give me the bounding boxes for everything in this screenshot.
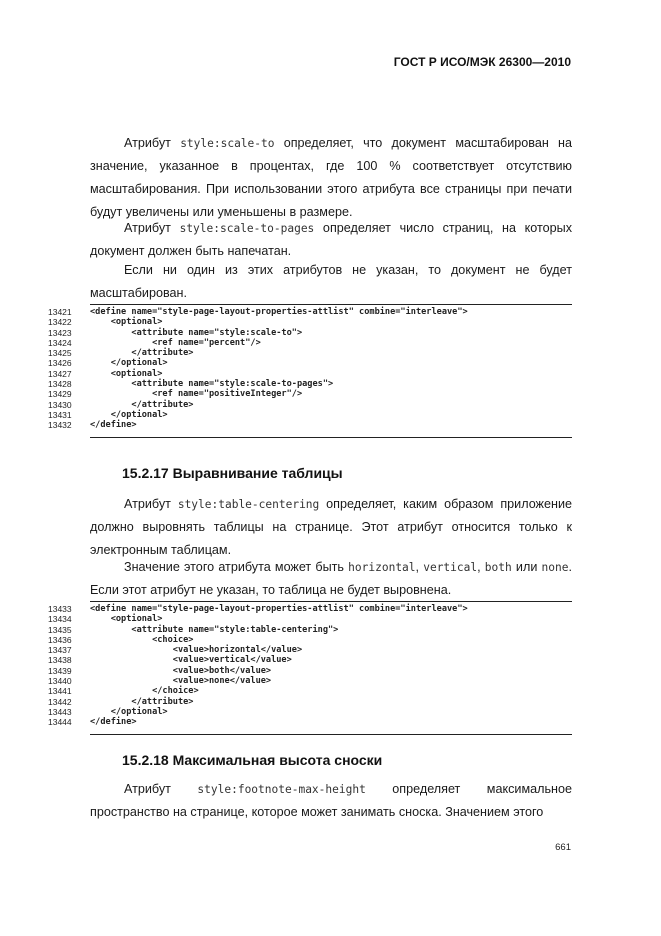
line-number: 13436 <box>48 634 72 645</box>
code-line: <ref name="positiveInteger"/> <box>90 389 303 400</box>
code-lines <box>90 604 572 728</box>
line-number: 13437 <box>48 645 72 656</box>
line-number: 13424 <box>48 337 72 348</box>
code-lines <box>90 307 572 431</box>
code-line: <optional> <box>90 317 163 328</box>
code-listing-1 <box>48 304 572 438</box>
inline-code: style:scale-to-pages <box>179 222 315 235</box>
line-number: 13425 <box>48 348 72 359</box>
line-number: 13434 <box>48 614 72 625</box>
code-line: <optional> <box>90 368 163 379</box>
code-line: <attribute name="style:scale-to-pages"> <box>90 379 334 390</box>
code-line: </choice> <box>90 686 199 697</box>
code-line: <define name="style-page-layout-properties-attlist" combine="interleave"> <box>90 307 468 317</box>
line-number: 13429 <box>48 389 72 400</box>
line-number: 13426 <box>48 358 72 369</box>
code-line: </attribute> <box>90 399 194 410</box>
document-header: ГОСТ Р ИСО/МЭК 26300—2010 <box>393 55 571 69</box>
paragraph-scale-to-pages: Атрибут style:scale-to-pages определяет число страниц, на которых документ должен быть напечатан. <box>90 221 572 258</box>
line-number: 13421 <box>48 307 72 317</box>
line-number: 13443 <box>48 706 72 717</box>
code-line: </define> <box>90 717 137 728</box>
line-number: 13423 <box>48 327 72 338</box>
line-numbers <box>48 307 88 431</box>
code-line: </define> <box>90 420 137 431</box>
paragraph-table-centering-values: Значение этого атрибута может быть horizontal, vertical, both или none. Если этот атрибут не указан, то таблица не будет выровнена. <box>90 560 572 597</box>
paragraph-no-attributes: Если ни один из этих атрибутов не указан, то документ не будет масштабирован. <box>90 263 572 300</box>
code-line: <optional> <box>90 614 163 625</box>
line-number: 13444 <box>48 717 72 728</box>
code-line: </optional> <box>90 358 168 369</box>
code-line: </optional> <box>90 706 168 717</box>
code-line: <define name="style-page-layout-properties-attlist" combine="interleave"> <box>90 604 468 614</box>
line-number: 13428 <box>48 379 72 390</box>
line-number: 13438 <box>48 655 72 666</box>
code-line: </optional> <box>90 409 168 420</box>
code-line: </attribute> <box>90 348 194 359</box>
code-line: <attribute name="style:table-centering"> <box>90 624 339 635</box>
code-line: <value>vertical</value> <box>90 655 292 666</box>
code-line: <value>none</value> <box>90 676 272 687</box>
page-number: 661 <box>555 842 571 853</box>
code-line: <attribute name="style:scale-to"> <box>90 327 303 338</box>
section-heading-15-2-18: 15.2.18 Максимальная высота сноски <box>122 752 383 768</box>
line-numbers <box>48 604 88 728</box>
inline-code: style:table-centering <box>177 498 320 511</box>
line-number: 13440 <box>48 676 72 687</box>
code-line: <choice> <box>90 634 194 645</box>
code-listing-2 <box>48 601 572 735</box>
paragraph-table-centering: Атрибут style:table-centering определяет, каким образом приложение должно выровнять таблицы на странице. Этот атрибут относится только к электронным таблицам. <box>90 497 572 557</box>
line-number: 13441 <box>48 686 72 697</box>
line-number: 13422 <box>48 317 72 328</box>
line-number: 13442 <box>48 696 72 707</box>
code-line: <ref name="percent"/> <box>90 337 261 348</box>
code-line: <value>both</value> <box>90 665 272 676</box>
line-number: 13432 <box>48 420 72 431</box>
line-number: 13433 <box>48 604 72 614</box>
line-number: 13435 <box>48 624 72 635</box>
line-number: 13430 <box>48 399 72 410</box>
line-number: 13439 <box>48 665 72 676</box>
section-heading-15-2-17: 15.2.17 Выравнивание таблицы <box>122 465 343 481</box>
code-line: </attribute> <box>90 696 194 707</box>
inline-code: style:footnote-max-height <box>197 783 366 796</box>
inline-code: style:scale-to <box>180 137 275 150</box>
paragraph-footnote-max-height: Атрибут style:footnote-max-height определяет максимальное пространство на странице, которое может занимать сноска. Значением этого <box>90 782 572 819</box>
line-number: 13431 <box>48 409 72 420</box>
code-line: <value>horizontal</value> <box>90 645 303 656</box>
line-number: 13427 <box>48 368 72 379</box>
paragraph-scale-to: Атрибут style:scale-to определяет, что документ масштабирован на значение, указанное в процентах, где 100 % соответствует отсутствию масштабирования. При использовании этого атрибута все страницы при печати будут увеличены или уменьшены в размере. <box>90 136 572 219</box>
